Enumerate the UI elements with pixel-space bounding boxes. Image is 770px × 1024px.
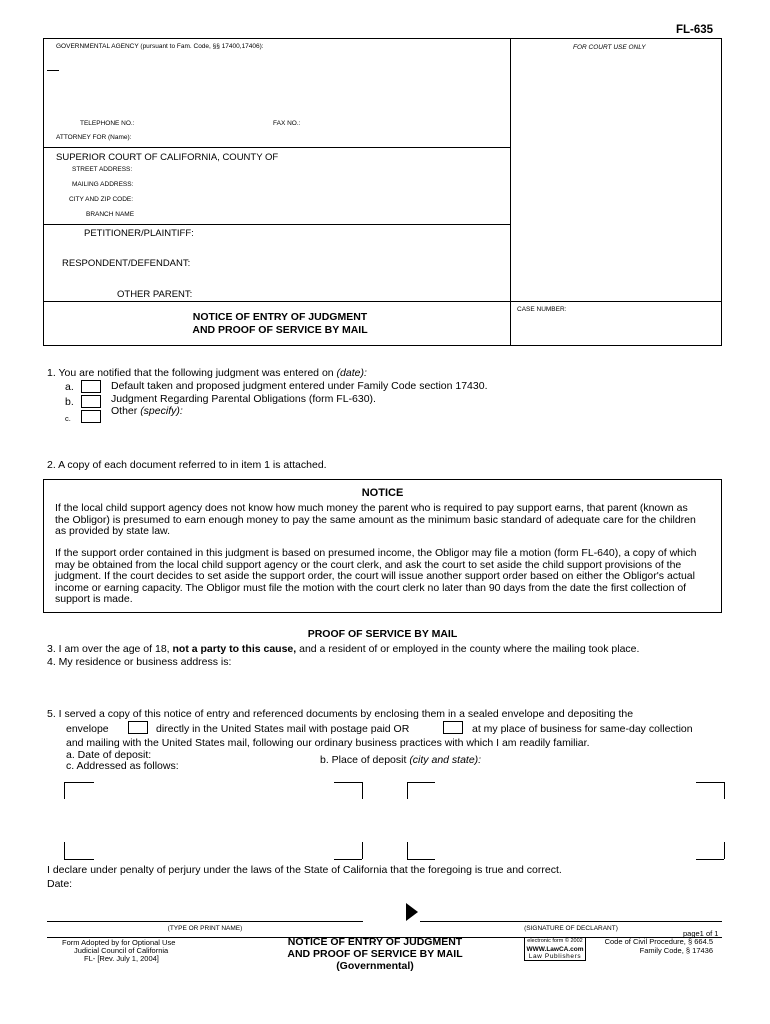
address2-corner-br-v	[724, 842, 725, 859]
page-indicator: page1 of 1	[683, 929, 719, 938]
item1-a-checkbox[interactable]	[81, 380, 101, 393]
item5-envelope: envelope	[66, 723, 109, 735]
notice-paragraph-1: If the local child support agency does not know how much money the parent who is required to pay support earns, that parent (known as the Obligor) is presumed to earn enough money to pay the same amount as the minimum basic standard of adequate care for the children as provided by state law.	[55, 502, 696, 537]
address2-corner-bl	[407, 859, 435, 860]
signature-arrow-icon	[406, 903, 418, 921]
address2-corner-bl-v	[407, 842, 408, 859]
item1-c-text	[111, 405, 183, 417]
other-parent-label: OTHER PARENT:	[117, 289, 193, 300]
item3-text	[47, 643, 639, 655]
fax-label: FAX NO.:	[273, 120, 301, 127]
item1-intro-text: 1. You are notified that the following judgment was entered on	[47, 367, 334, 379]
option-b-text: at my place of business for same-day collection	[472, 723, 693, 735]
item5-line3: and mailing with the United States mail, following our ordinary business practices with which I am readily familiar.	[66, 737, 590, 749]
business-collection-checkbox[interactable]	[443, 721, 463, 734]
footer-title-line2: AND PROOF OF SERVICE BY MAIL	[287, 948, 463, 960]
item1-c-letter: c.	[65, 414, 71, 423]
item1-c-checkbox[interactable]	[81, 410, 101, 423]
publisher-stamp	[524, 938, 586, 961]
case-number-label: CASE NUMBER:	[517, 306, 567, 313]
adoption-note	[62, 939, 175, 963]
code-references	[590, 938, 713, 955]
address2-corner-tl-v	[407, 782, 408, 799]
respondent-label: RESPONDENT/DEFENDANT:	[62, 258, 191, 269]
proof-title: PROOF OF SERVICE BY MAIL	[307, 628, 458, 640]
street-label: STREET ADDRESS:	[72, 166, 133, 173]
footer-title-line3: (Governmental)	[336, 960, 414, 972]
publisher-line2: WWW.LawCA.com	[526, 945, 584, 953]
item1-a-letter: a.	[65, 381, 74, 393]
option-a-text: directly in the United States mail with postage paid OR	[156, 723, 410, 735]
address1-corner-br-v	[362, 842, 363, 859]
court-use-label: FOR COURT USE ONLY	[573, 44, 646, 51]
city-label: CITY AND ZIP CODE:	[69, 196, 134, 203]
address1-corner-tr-v	[362, 782, 363, 799]
address2-corner-tr	[696, 782, 724, 783]
code-line1: Code of Civil Procedure, § 664.5	[604, 937, 713, 946]
item5-line1: 5. I served a copy of this notice of entry and referenced documents by enclosing them in a sealed envelope and depositing the	[47, 708, 634, 720]
telephone-label: TELEPHONE NO.:	[80, 120, 135, 127]
mail-directly-checkbox[interactable]	[128, 721, 148, 734]
item2-text: 2. A copy of each document referred to in item 1 is attached.	[47, 459, 327, 471]
date-deposit-label: a. Date of deposit:	[66, 749, 152, 761]
declaration-text: I declare under penalty of perjury under the laws of the State of California that the foregoing is true and correct.	[47, 864, 562, 876]
place-deposit-text: b. Place of deposit	[320, 754, 407, 766]
form-title-line1: NOTICE OF ENTRY OF JUDGMENT	[192, 311, 368, 323]
date-label: Date:	[47, 878, 73, 890]
address1-corner-tl-v	[64, 782, 65, 799]
item1-c-label: Other	[111, 405, 138, 417]
agency-mark	[47, 70, 59, 71]
address2-corner-tl	[407, 782, 435, 783]
item3-pre: 3. I am over the age of 18,	[47, 643, 170, 655]
court-use-divider	[510, 38, 511, 346]
address1-corner-tl	[64, 782, 94, 783]
notice-title: NOTICE	[361, 487, 404, 499]
form-number: FL-635	[676, 24, 714, 36]
item3-bold: not a party to this cause,	[172, 643, 297, 655]
item1-intro	[47, 367, 367, 379]
place-deposit-label	[320, 754, 481, 766]
code-line2: Family Code, § 17436	[639, 945, 713, 955]
attorney-divider	[43, 147, 510, 148]
print-name-caption: (TYPE OR PRINT NAME)	[167, 925, 243, 932]
item1-c-hint: (specify):	[140, 405, 183, 417]
notice-paragraph-2: If the support order contained in this judgment is based on presumed income, the Obligor may file a motion (form FL-640), a copy of which may be obtained from the local child support agency or the court clerk, and ask the court to set aside the child support provisions of the judgment. If the court decides to set aside the support order, the court will issue another support order based on either the Obligor's actual income or earning capacity. The Obligor must file the motion with the court clerk no later than 90 days from the date the first collection of support is made.	[55, 547, 697, 605]
address2-corner-tr-v	[724, 782, 725, 799]
item3-post: and a resident of or employed in the county where the mailing took place.	[299, 643, 640, 655]
attorney-label: ATTORNEY FOR (Name):	[56, 134, 132, 141]
print-name-line[interactable]	[47, 921, 363, 922]
address1-corner-tr	[334, 782, 362, 783]
place-deposit-hint: (city and state):	[409, 754, 482, 766]
item1-b-letter: b.	[65, 396, 74, 408]
court-divider	[43, 224, 510, 225]
petitioner-label: PETITIONER/PLAINTIFF:	[84, 228, 194, 239]
adoption-line3: FL- [Rev. July 1, 2004]	[84, 954, 159, 963]
publisher-line1: electronic form © 2002	[527, 938, 583, 944]
item1-date-hint: (date):	[336, 367, 367, 379]
adoption-line2: Judicial Council of California	[74, 946, 169, 955]
signature-caption: (SIGNATURE OF DECLARANT)	[524, 925, 618, 932]
address1-corner-bl-v	[64, 842, 65, 859]
branch-label: BRANCH NAME	[86, 211, 135, 218]
agency-label: GOVERNMENTAL AGENCY (pursuant to Fam. Code, §§ 17400,17406):	[56, 43, 264, 50]
footer-title-line1: NOTICE OF ENTRY OF JUDGMENT	[287, 936, 463, 948]
footer-title	[265, 936, 485, 972]
address1-corner-br	[334, 859, 362, 860]
address1-corner-bl	[64, 859, 94, 860]
addressed-label: c. Addressed as follows:	[66, 760, 179, 772]
mailing-label: MAILING ADDRESS:	[72, 181, 134, 188]
form-title-line2: AND PROOF OF SERVICE BY MAIL	[192, 324, 368, 336]
item1-b-checkbox[interactable]	[81, 395, 101, 408]
adoption-line1: Form Adopted by for Optional Use	[62, 938, 176, 947]
item1-b-text: Judgment Regarding Parental Obligations (form FL-630).	[111, 393, 376, 405]
publisher-line3: Law Publishers	[528, 953, 582, 960]
court-name: SUPERIOR COURT OF CALIFORNIA, COUNTY OF	[56, 152, 279, 163]
item1-a-text: Default taken and proposed judgment entered under Family Code section 17430.	[111, 380, 488, 392]
signature-line[interactable]	[420, 921, 722, 922]
address2-corner-br	[696, 859, 724, 860]
item4-text: 4. My residence or business address is:	[47, 656, 232, 668]
title-divider	[43, 301, 722, 302]
